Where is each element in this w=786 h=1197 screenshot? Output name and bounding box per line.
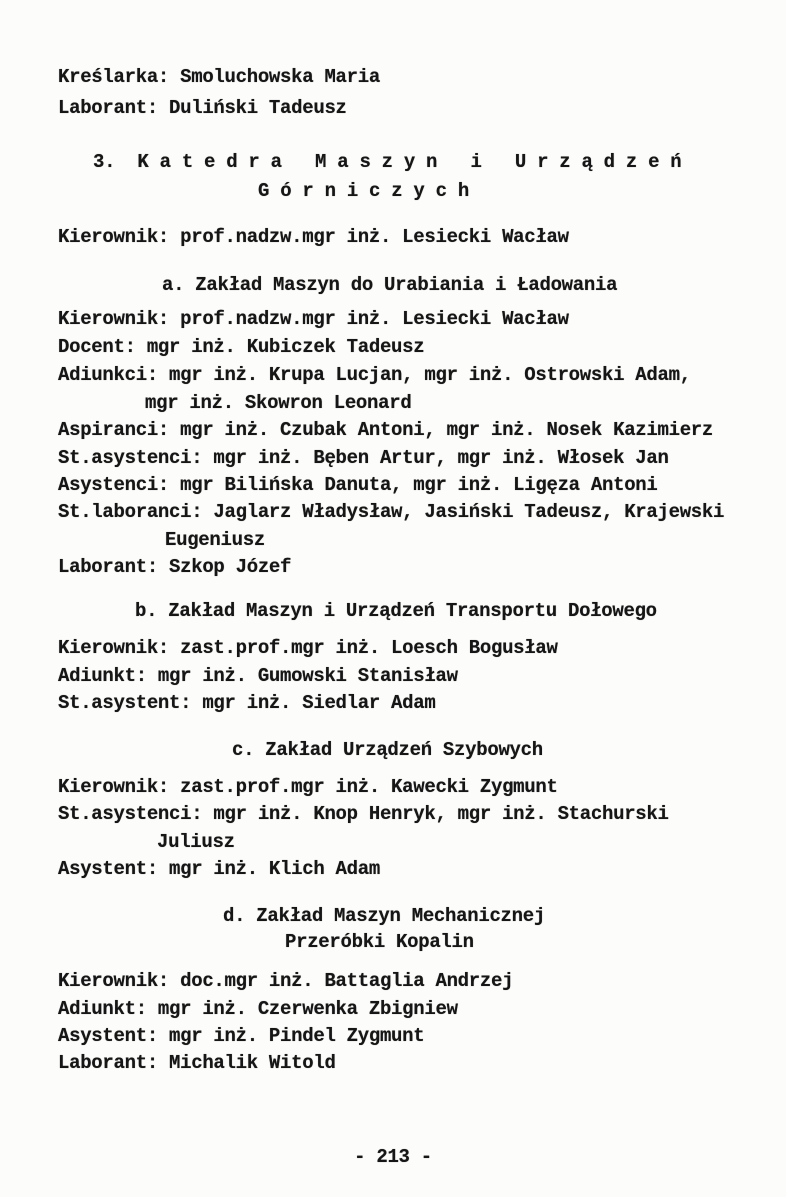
- staff-line: St.asystenci: mgr inż. Knop Henryk, mgr inż. Stachurski: [58, 803, 669, 825]
- section-a-title: a. Zakład Maszyn do Urabiania i Ładowania: [162, 274, 618, 296]
- staff-line: Asystent: mgr inż. Pindel Zygmunt: [58, 1025, 425, 1047]
- staff-line: Kierownik: prof.nadzw.mgr inż. Lesiecki Wacław: [58, 308, 569, 330]
- staff-line: Docent: mgr inż. Kubiczek Tadeusz: [58, 336, 425, 358]
- chapter-title-line1: 3. K a t e d r a M a s z y n i U r z ą d z e ń: [93, 151, 682, 173]
- staff-line: Kierownik: zast.prof.mgr inż. Loesch Bogusław: [58, 637, 558, 659]
- section-d-title: d. Zakład Maszyn Mechanicznej: [223, 905, 545, 927]
- staff-line: Kierownik: zast.prof.mgr inż. Kawecki Zygmunt: [58, 776, 558, 798]
- section-b-title: b. Zakład Maszyn i Urządzeń Transportu Dołowego: [135, 600, 657, 622]
- staff-line-continuation: Juliusz: [157, 831, 235, 853]
- staff-line: St.asystent: mgr inż. Siedlar Adam: [58, 692, 436, 714]
- section-d-title-line2: Przeróbki Kopalin: [285, 931, 474, 953]
- staff-line: Aspiranci: mgr inż. Czubak Antoni, mgr inż. Nosek Kazimierz: [58, 419, 714, 441]
- page-number: - 213 -: [354, 1146, 432, 1168]
- staff-line: Adiunkci: mgr inż. Krupa Lucjan, mgr inż. Ostrowski Adam,: [58, 364, 691, 386]
- staff-line-kreslarka: Kreślarka: Smoluchowska Maria: [58, 66, 380, 88]
- staff-line: Adiunkt: mgr inż. Gumowski Stanisław: [58, 665, 458, 687]
- staff-line: Asystent: mgr inż. Klich Adam: [58, 858, 380, 880]
- staff-line-continuation: mgr inż. Skowron Leonard: [145, 392, 412, 414]
- staff-line: Laborant: Michalik Witold: [58, 1052, 336, 1074]
- staff-line: Laborant: Szkop Józef: [58, 556, 292, 578]
- staff-line-continuation: Eugeniusz: [165, 529, 265, 551]
- chapter-head-line: Kierownik: prof.nadzw.mgr inż. Lesiecki Wacław: [58, 226, 569, 248]
- staff-line: Kierownik: doc.mgr inż. Battaglia Andrzej: [58, 970, 514, 992]
- staff-line-laborant: Laborant: Duliński Tadeusz: [58, 97, 347, 119]
- section-c-title: c. Zakład Urządzeń Szybowych: [232, 739, 543, 761]
- staff-line: St.asystenci: mgr inż. Bęben Artur, mgr inż. Włosek Jan: [58, 447, 669, 469]
- staff-line: St.laboranci: Jaglarz Władysław, Jasiński Tadeusz, Krajewski: [58, 501, 725, 523]
- chapter-title-line2: G ó r n i c z y c h: [258, 180, 469, 202]
- staff-line: Asystenci: mgr Bilińska Danuta, mgr inż. Ligęza Antoni: [58, 474, 658, 496]
- staff-line: Adiunkt: mgr inż. Czerwenka Zbigniew: [58, 998, 458, 1020]
